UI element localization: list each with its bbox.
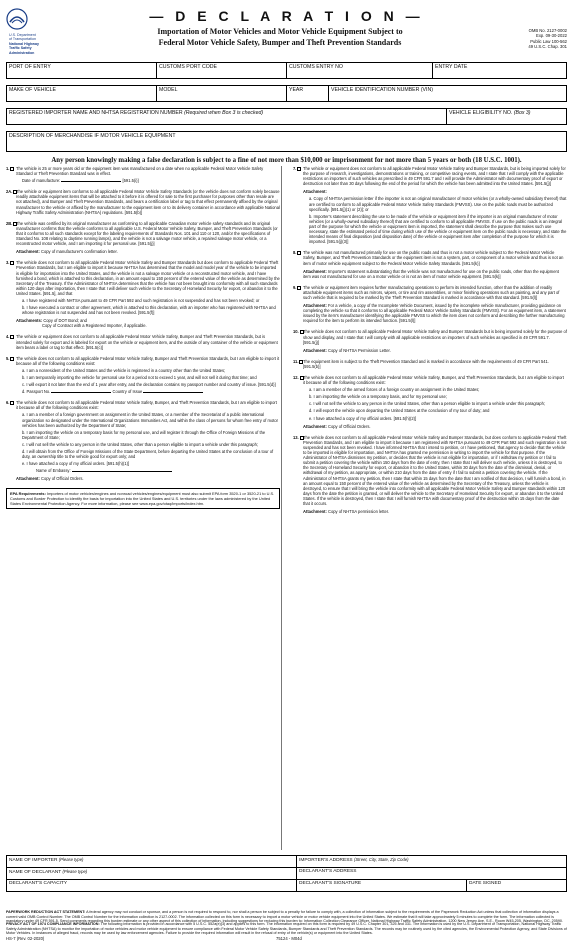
name-of-importer-label: NAME OF IMPORTER — [9, 858, 58, 863]
attachment-text: Copy of Official Orders. — [41, 476, 84, 482]
option-7-text: The vehicle or equipment does not conform to all applicable Federal Motor Vehicle Safety and Bumper Standards, but is being imported solely for the purpose of research, investigations, demonstrations or training, or competitive racing events, and I state that I will comply with the applicable restrictions on importers of such vehicles as prescribed in 49 CFR 591.7 and I will provide the Administrator with documentary proof of export or destruction not later than 30 days following the end of the period for which the vehicle has been admitted into the United States. [591.5(j)] — [303, 166, 566, 187]
option-3a-text: a. I have registered with NHTSA pursuant to 49 CFR Part 592 and such registration is not suspended and has not been revoked; or — [22, 297, 260, 303]
right-column — [293, 166, 567, 852]
option-12-checkbox[interactable] — [300, 376, 304, 380]
port-of-entry-field[interactable] — [7, 63, 157, 79]
form-number: HS-7 (Rev. 02-2020) — [6, 936, 45, 941]
name-of-importer-field[interactable] — [7, 856, 297, 868]
attachment-label: Attachment: — [16, 249, 40, 255]
declarant-capacity-label: DECLARANT'S CAPACITY — [9, 881, 68, 886]
embassy-input[interactable] — [72, 468, 172, 472]
option-12c-text: c. I will not sell the vehicle to any person in the United States, other than a person eligible to import a vehicle under this paragraph; — [309, 401, 545, 407]
option-number: 7. — [293, 166, 297, 171]
omb-info — [507, 28, 567, 50]
option-2b — [6, 221, 280, 255]
privacy-title: PRIVACY ACT OF 1974 COMPLIANCE INFORMATION: — [6, 922, 100, 926]
epa-text: Importers of motor vehicles/engines and nonroad vehicles/engines/equipment must also submit EPA form 3520-1 or 3520-21 to U.S. Customs and Border Protection to identify the basis for importation into the United States and U.S. territories under the laws administered by the United States Environmental Protection Agency. For more information, please see www.epa.gov/otaq/imports/index.htm. — [10, 490, 275, 506]
option-4 — [6, 334, 280, 349]
registered-importer-label: REGISTERED IMPORTER NAME AND NHTSA REGISTRATION NUMBER — [9, 110, 183, 116]
option-number: 6. — [6, 400, 10, 406]
option-1-checkbox[interactable] — [10, 167, 14, 171]
importer-grid — [6, 108, 567, 125]
option-3b-text: b. I have executed a contract or other agreement, which is attached to this declaration, with an importer who has registered with NHTSA and whose registration is not suspended and has not been revoked. [591.5(f)] — [22, 305, 276, 316]
port-of-entry-label: PORT OF ENTRY — [9, 64, 51, 70]
vin-label: VEHICLE IDENTIFICATION NUMBER (VIN) — [331, 87, 433, 93]
title-line2: Federal Motor Vehicle Safety, Bumper and Theft Prevention Standards — [158, 38, 402, 47]
option-1 — [6, 166, 280, 183]
attachments-label: Attachments: — [16, 318, 43, 324]
epa-title: EPA Requirements: — [10, 490, 46, 496]
option-12a-text: a. I am a member of the armed forces of a foreign country on assignment in the United States; — [309, 387, 480, 393]
option-9-checkbox[interactable] — [297, 286, 301, 290]
option-11-text: The equipment item is subject to the Theft Prevention Standard and is marked in accordance with the requirements of 49 CFR Part 541. [591.5(b)] — [303, 358, 549, 369]
option-12 — [293, 375, 567, 429]
description-field[interactable] — [7, 132, 567, 152]
signature-grid — [6, 855, 567, 892]
option-3 — [6, 260, 280, 328]
option-3-text: The vehicle does not conform to all applicable Federal Motor Vehicle Safety and Bumper Standards but does conform to applicable Federal Theft Prevention Standards, but I am eligible to import it because NHTSA has determined that the model and model year of the vehicle to be imported is eligible for importation into the United States, and the vehicle is not a salvage motor vehicle or a reconstructed motor vehicle, and I have furnished a bond, which is attached to this declaration, in an amount equal to 150 percent of the entered value of the vehicle as determined by the Secretary of the Treasury. If the Administrator of NHTSA determines that the vehicle has not been brought into conformity with all such standards within 120 days after importation, then I state that I will deliver such vehicle to the Secretary of Homeland Security for export, or abandon it to the United States. [591.5], and that — [16, 260, 280, 296]
attachment-label: Attachment: — [303, 509, 327, 515]
country-of-issue-label: Country of Issue — [112, 389, 143, 395]
option-6a-text: a. I am a member of a foreign government on assignment in the United States, or a member of the Secretariat of a public international organization so designated under the International Organizations Immunities Act, and within the class of persons for whom free entry of motor vehicles has been authorized by the Department of State; — [22, 412, 278, 428]
attachment-text: Copy of DOT Bond; and — [43, 318, 87, 324]
embassy-label: Name of Embassy: — [36, 468, 71, 474]
option-6-checkbox[interactable] — [10, 401, 14, 405]
usc-chapter: 49 U.S.C. Chap. 301 — [528, 44, 567, 50]
title-line1: Importation of Motor Vehicles and Motor Vehicle Equipment Subject to — [157, 27, 403, 36]
date-of-manufacture-label: Date of manufacture: — [22, 178, 61, 184]
passport-label: d. Passport No. — [22, 389, 51, 395]
eligibility-label: VEHICLE ELIGIBILITY NO. — [449, 110, 513, 116]
option-3-checkbox[interactable] — [10, 261, 14, 265]
form-header — [0, 0, 573, 60]
attachment-text: For a vehicle, a copy of the Incomplete Vehicle Document, issued by the incomplete vehicle manufacturer, providing guidance on completing the vehicle so that it conforms to all applicable Federal Motor Vehicle Safety Standards (FMVSS). For an equipment item, a statement issued by the item's manufacturer identifying the applicable FMVSS to which the item does not conform and describing the further manufacturing required for the item to perform its intended function. [591.5(l)] — [303, 303, 566, 324]
description-grid — [6, 131, 567, 152]
option-11 — [293, 359, 567, 369]
year-field[interactable] — [287, 86, 329, 102]
model-field[interactable] — [157, 86, 287, 102]
attachment-text: Copy of NHTSA permission letter. — [328, 509, 390, 515]
entry-date-label: ENTRY DATE — [435, 64, 468, 70]
importer-address-field[interactable] — [297, 856, 567, 868]
option-number: 12. — [293, 375, 299, 380]
option-5-text: The vehicle does not conform to all applicable Federal Motor Vehicle Safety, Bumper and Theft Prevention Standards, but I am eligible to import it because all of the following conditions exist: — [16, 355, 280, 366]
please-type-note: (Please type) — [58, 857, 84, 862]
option-2a — [6, 189, 280, 214]
declaration-options — [6, 166, 567, 852]
registered-importer-note: (Required when Box 3 is checked) — [184, 110, 264, 116]
attachment-label: Attachment: — [16, 476, 40, 482]
option-2b-checkbox[interactable] — [13, 222, 17, 226]
entry-date-field[interactable] — [433, 63, 567, 79]
option-6 — [6, 400, 280, 481]
attachment-label: Attachment: — [303, 347, 327, 353]
registered-importer-field[interactable] — [7, 109, 447, 125]
year-label: YEAR — [289, 87, 304, 93]
option-2a-text: The vehicle or equipment item conforms to all applicable Federal Motor Vehicle Safety Standards (or the vehicle does not conform solely because readily attachable equipment items that will be attached to it before it is offered for sale to the first purchaser for purposes other than resale are not attached), and Bumper and Theft Prevention Standards, and bears a certification label or tag to that effect permanently affixed by the original manufacturer to the vehicle or affixed by the manufacturer to the equipment item or to its delivery container in accordance with applicable National Highway Traffic Safety Administration (NHTSA) regulations. [591.5(b)] — [16, 189, 280, 215]
option-2b-text: The vehicle was certified by its original manufacturer as conforming to all applicable Canadian motor vehicle safety standards and its original manufacturer confirms that the vehicle conforms to all applicable U.S. Federal Motor Vehicle Safety, Bumper, and Theft Prevention Standards (or that it conforms to all such standards except for the labeling requirements of Standards Nos. 101 and 110 or 120, and/or the specifications of Standard No. 108 relating to daytime running lamps), and the vehicle is not a salvage motor vehicle, a repaired salvage motor vehicle, or a reconstructed motor vehicle, and I am importing it for personal use. [591.5(j)] — [16, 220, 278, 247]
country-of-issue-input[interactable] — [143, 389, 203, 393]
date-signed-field[interactable] — [467, 880, 567, 892]
option-number: 10. — [293, 329, 299, 335]
attachment-text: Importer's statement substantiating that the vehicle was not manufactured for use on the public roads, other than the equipment item was not manufactured for use on a motor vehicle or is not an item of motor vehicle equipment. [591.5(k)] — [303, 268, 559, 279]
pra-title: PAPERWORK REDUCTION ACT STATEMENT: — [6, 910, 86, 914]
customs-port-code-label: CUSTOMS PORT CODE — [159, 64, 217, 70]
attachment-label: Attachment: — [303, 268, 327, 274]
attachment-label: Attachment: — [303, 303, 327, 309]
agency-line4: Traffic Safety — [9, 46, 32, 51]
declarant-signature-label: DECLARANT'S SIGNATURE — [299, 881, 362, 886]
attachment-label: Attachment: — [303, 189, 327, 195]
option-number: 11. — [293, 358, 299, 364]
agency-line3: National Highway — [9, 41, 39, 46]
attachment-text: Copy of Contract with a Registered Importer, if applicable. — [42, 323, 147, 329]
passport-input[interactable] — [51, 389, 111, 393]
omb-expiration: Exp. 09-30-2022 — [536, 33, 567, 39]
attachment-text: Copy of NHTSA Permission Letter. — [328, 347, 391, 353]
option-5b-text: b. I am temporarily importing the vehicle for personal use for a period not to exceed 1 year, and will not sell it during that time; and — [22, 375, 257, 380]
option-7-checkbox[interactable] — [297, 167, 301, 171]
option-10-checkbox[interactable] — [300, 330, 304, 334]
option-number: 8. — [293, 250, 297, 256]
make-field[interactable] — [7, 86, 157, 102]
option-12d-text: d. I will export the vehicle upon departing the United States at the conclusion of my tour of duty; and — [309, 408, 490, 414]
option-number: 13. — [293, 434, 299, 440]
declarant-address-field[interactable] — [297, 868, 567, 880]
description-label: DESCRIPTION OF MERCHANDISE IF MOTOR VEHICLE EQUIPMENT — [9, 133, 176, 139]
address-note: (Street, City, State, Zip Code) — [353, 857, 409, 862]
option-6d-text: d. I will obtain from the Office of Foreign Missions of the State Department, before departing the United States at the conclusion of a tour of duty, an ownership title to the vehicle good for export only; and — [22, 449, 274, 460]
option-9-text: The vehicle or equipment item requires further manufacturing operations to perform its intended function, other than the addition of readily attachable equipment items such as mirrors, wipers, or tire and rim assemblies, or minor finishing operations such as painting, and any part of such vehicle that is required to be marked by the Theft Prevention Standard is marked in accordance with that standard. [591.5(l)] — [303, 284, 560, 300]
public-law: Public Law 100-562 — [530, 38, 567, 44]
attachment-text: Copy of Official Orders. — [328, 423, 371, 429]
please-type-note: (Please type) — [62, 869, 88, 874]
option-6c-text: c. I will not sell the vehicle to any person in the United States, other than a person eligible to import a vehicle under this paragraph; — [22, 441, 258, 447]
option-number: 2B. — [6, 220, 13, 226]
model-label: MODEL — [159, 87, 178, 93]
privacy-statement — [6, 922, 567, 936]
option-number: 2A. — [6, 189, 13, 195]
declarant-address-label: DECLARANT'S ADDRESS — [299, 869, 357, 874]
form-code: 75124 - M04d — [276, 936, 302, 941]
declarant-capacity-field[interactable] — [7, 880, 297, 892]
option-5 — [6, 356, 280, 395]
option-1-ref: [591.5(i)] — [122, 178, 139, 184]
pra-text: A federal agency may not conduct or sponsor, and a person is not required to respond to, nor shall a person be subject to a penalty for failure to comply with, a collection of information subject to the requirements of the Paperwork Reduction Act unless that collection of information displays a current valid OMB Control Number. The OMB Control Number for the information collection is 2127-0002. The information collected on this form is necessary to import a motor vehicle or motor vehicle equipment into the United States. We estimate that it will take approximately 5 minutes to complete the form. The information collected is mandatory under 49 CFR 591.5. Send comments regarding this burden estimate or any other aspect of this collection of information, including suggestions for reducing this burden to: Information Collection Clearance Officer, National Highway Traffic Safety Administration, 1200 New Jersey Ave, S.E., Room W45-205, Washington, DC, 20590. — [6, 910, 563, 924]
option-11-checkbox[interactable] — [299, 360, 303, 364]
agency-line5: Administration — [9, 50, 35, 55]
attachment-text: Copy of manufacturer's confirmation letter. — [41, 249, 118, 255]
customs-entry-no-label: CUSTOMS ENTRY NO — [289, 64, 343, 70]
customs-port-code-field[interactable] — [157, 63, 287, 79]
option-9 — [293, 285, 567, 324]
option-7a-text: a. Copy of NHTSA permission letter if the importer is not an original manufacturer of motor vehicles (or a wholly-owned subsidiary thereof) that are certified to conform to all applicable Federal Motor Vehicle Safety Standards (FMVSS). Use on the public roads must be authorized specifically. [591.5(j)(1) or (2)]; or — [309, 196, 567, 212]
name-of-declarant-field[interactable] — [7, 868, 297, 880]
option-6e-text: e. I have attached a copy of my official orders. [591.5(h)(1)] — [22, 461, 130, 467]
name-of-declarant-label: NAME OF DECLARANT — [9, 870, 62, 875]
option-12b-text: b. I am importing the vehicle on a temporary basis, and for my personal use; — [309, 394, 447, 400]
option-5a-text: a. I am a nonresident of the United States and the vehicle is registered in a country other than the United States; — [22, 367, 226, 373]
false-declaration-warning: Any person knowingly making a false declaration is subject to a fine of not more than $10,000 or imprisonment for not more than 5 years or both (18 U.S.C. 1001). — [51, 157, 522, 164]
option-1-text: The vehicle is 25 or more years old or the equipment item was manufactured on a date when no applicable Federal Motor Vehicle Safety Standard or Theft Prevention Standard was in effect. — [16, 166, 264, 177]
option-13 — [293, 435, 567, 514]
option-number: 1. — [6, 166, 10, 171]
eligibility-note: (Box 3) — [513, 110, 531, 116]
option-12e-text: e. I have attached a copy of my official orders. [591.5(h)(2)] — [309, 415, 417, 421]
option-13-text: The vehicle does not conform to all applicable Federal Motor Vehicle Safety and Bumper Standards, but does conform to applicable Federal Theft Prevention Standards, and I am eligible to import it because I am registered with NHTSA pursuant to 49 CFR Part 592 and such registration is not suspended and has not been revoked. I have informed NHTSA that I intend to petition, or I have petitioned, that agency to decide that the vehicle to be imported is eligible for importation, and NHTSA has granted me permission in writing to import the vehicle for that purpose. If the Administrator of NHTSA dismisses my petition, or decides that the vehicle is not eligible for importation, or if I withdraw my petition or I fail to submit a petition covering the vehicle within 150 days from the date of entry, then I state that I will deliver such vehicle, unless it is destroyed, to the Secretary of Homeland Security for export, or abandon it to the United States, within 30 days from the date of the dismissal, denial, or withdrawal of my petition, as appropriate, or within 210 days from the date of entry if I fail to submit a petition covering the vehicle. If the Administrator of NHTSA grants my petition, then I state that within 15 days from the date that I am notified of that decision, I will furnish a bond, in an amount equal to 150 percent of the entered value of the vehicle as determined by the Secretary of the Treasury, unless the vehicle is destroyed, to ensure that I will bring the vehicle into conformity with all applicable Federal Motor Vehicle Safety and Bumper standards within 120 days from the date the petition is granted, or will deliver the vehicle to the Secretary of Homeland Security for export, or abandon it to the United States. If the vehicle is destroyed, then I state that I will furnish NHTSA with documentary proof of the destruction within 15 days from the date that it occurs. — [303, 434, 567, 506]
agency-line2: of Transportation — [9, 37, 36, 42]
vin-field[interactable] — [329, 86, 567, 102]
left-column — [6, 166, 280, 852]
option-number: 5. — [6, 355, 10, 361]
option-number: 9. — [293, 284, 297, 290]
option-7 — [293, 166, 567, 244]
option-5c-text: c. I will export it not later than the end of 1 year after entry, and the declaration contains my passport number and country of issue. [591.5(d)] — [22, 382, 276, 388]
option-8-checkbox[interactable] — [297, 251, 301, 255]
option-4-text: The vehicle or equipment does not conform to all applicable Federal Motor Vehicle Safety, Bumper and Theft Prevention Standards, but is intended solely for export and is labeled for export on the vehicle or equipment item, and the outside of any container of the vehicle or equipment item bears a label or tag to that effect. [591.5(c)] — [16, 334, 278, 350]
eligibility-field[interactable] — [447, 109, 567, 125]
option-10 — [293, 329, 567, 352]
option-6-text: The vehicle does not conform to all applicable Federal Motor Vehicle Safety, Bumper, and Theft Prevention Standards, but I am eligible to import it because all of the following conditions exist: — [16, 400, 277, 411]
option-8 — [293, 250, 567, 278]
epa-requirements-box — [6, 488, 280, 509]
date-of-manufacture-input[interactable] — [61, 178, 121, 182]
agency-line1: U.S. Department — [9, 33, 36, 37]
importer-address-label: IMPORTER'S ADDRESS — [299, 858, 353, 863]
entry-info-grid — [6, 62, 567, 79]
option-5-checkbox[interactable] — [10, 357, 14, 361]
option-4-checkbox[interactable] — [10, 335, 14, 339]
privacy-text: The following information is provided in accordance with 5 U.S.C. 552a(e)(3) and applies to this form. The information required on this form is required by 49 U.S.C. Chapter 301, 325 and 331. The information is used by the U.S. Department of Transportation, National Highway Traffic Safety Administration (NHTSA) to monitor the importation of motor vehicles and motor vehicle equipment to ensure compliance with Federal Motor Vehicle Safety Standards, Bumper Standards and Theft Prevention Standards. The records may be routinely used by the cited agencies, the Environmental Protection Agency, and State Divisions of Motor Vehicles. In instances of alleged fraud, records may be used by law enforcement agencies. Failure to provide the required information will result in the refusal of entry of the vehicle(s) or equipment into the United States. — [6, 922, 567, 936]
option-10-text: The vehicle does not conform to all applicable Federal Motor Vehicle Safety and Bumper Standards but is being imported solely for the purpose of show and display, and I state that I will comply with all applicable restrictions on importers of such vehicles as specified in 49 CFR 591.7. [591.5(j)] — [303, 329, 567, 345]
option-7b-text: b. Importer's statement describing the use to be made of the vehicle or equipment item if the importer is an original manufacturer of motor vehicles (or a wholly-owned subsidiary thereof) that are certified to conform to all applicable FMVSS. If use on the public roads is an integral part of the purpose for which the vehicle or equipment item is imported, the statement shall describe the purpose that makes such use necessary, state the estimated period of time during which use of the vehicle or equipment item on the public roads is necessary, and state the intended means of final disposition (and disposition date) of the vehicle or equipment item after completion of the purpose for which it is imported. [591.5(j)(3)] — [309, 213, 567, 245]
customs-entry-no-field[interactable] — [287, 63, 433, 79]
make-label: MAKE OF VEHICLE — [9, 87, 56, 93]
option-13-checkbox[interactable] — [300, 436, 304, 440]
option-6b-text: b. I am importing the vehicle on a temporary basis for my personal use, and will register it through the Office of Foreign Missions of the Department of State; — [22, 429, 266, 440]
option-12-text: The vehicle does not conform to all applicable Federal Motor Vehicle Safety, Bumper, and Theft Prevention Standards, but I am eligible to import it because all of the following conditions exist: — [303, 375, 564, 386]
vehicle-info-grid — [6, 85, 567, 102]
date-signed-label: DATE SIGNED — [469, 881, 502, 886]
form-title — [100, 26, 460, 48]
option-8-text: The vehicle was not manufactured primarily for use on the public roads and thus is not a motor vehicle subject to the Federal Motor Vehicle Safety, Bumper, and Theft Prevention Standards or the equipment item is not a system, part, or component of a motor vehicle and thus is not an item of motor vehicle equipment subject to the Federal Motor Vehicle Safety Standards. [591.5(k)] — [303, 250, 564, 266]
omb-number: OMB No. 2127-0002 — [528, 28, 567, 33]
option-number: 4. — [6, 334, 10, 340]
option-2a-checkbox[interactable] — [13, 190, 17, 194]
declaration-heading: — D E C L A R A T I O N — — [149, 8, 424, 24]
option-number: 3. — [6, 260, 10, 266]
attachment-label: Attachment: — [303, 423, 327, 429]
declarant-signature-field[interactable] — [297, 880, 467, 892]
